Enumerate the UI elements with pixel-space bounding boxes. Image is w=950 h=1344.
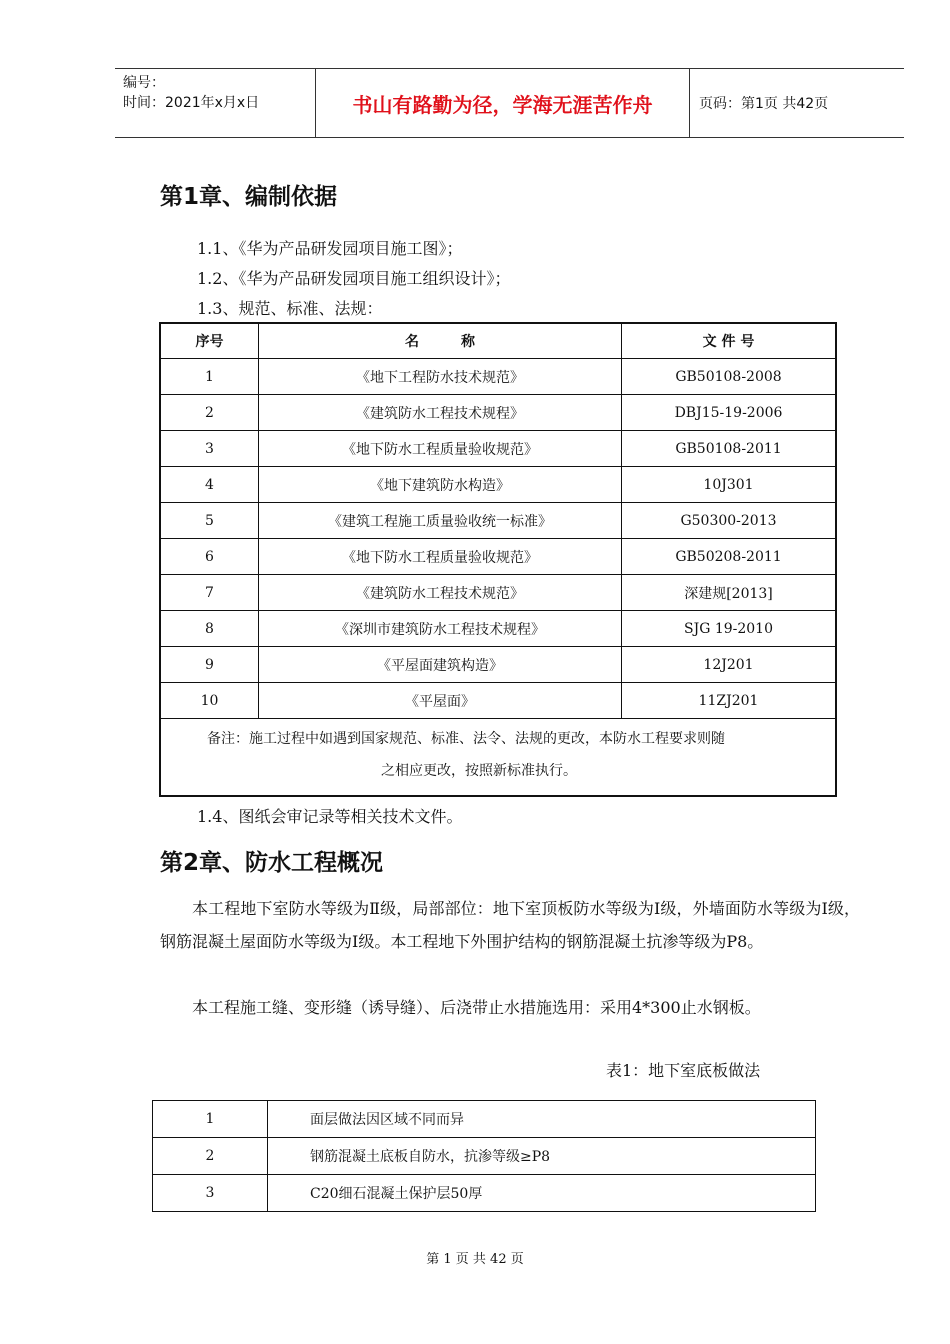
table-row xyxy=(153,1138,816,1175)
note-line-2: 之相应更改，按照新标准执行。 xyxy=(381,763,577,779)
cell-no: 7 xyxy=(160,575,259,611)
chapter1-item-4: 1.4、图纸会审记录等相关技术文件。 xyxy=(197,807,463,826)
cell-no: 8 xyxy=(160,611,259,647)
cell-docno: SJG 19-2010 xyxy=(622,611,837,647)
page-footer: 第 1 页 共 42 页 xyxy=(426,1252,524,1267)
header-meta xyxy=(115,69,315,137)
header-motto: 书山有路勤为径，学海无涯苦作舟 xyxy=(315,69,690,137)
cell-docno: GB50108-2011 xyxy=(622,431,837,467)
table-row xyxy=(160,683,836,719)
col-header-no: 序号 xyxy=(160,323,259,359)
chapter2-paragraph-1: 本工程地下室防水等级为Ⅱ级，局部部位：地下室顶板防水等级为Ⅰ级，外墙面防水等级为Ⅰ级，钢筋混凝土屋面防水等级为Ⅰ级。本工程地下外围护结构的钢筋混凝土抗渗等级为P8。 xyxy=(160,899,860,951)
header-page-label: 页码：第1页 共42页 xyxy=(699,96,829,112)
cell-name: 《地下防水工程质量验收规范》 xyxy=(259,539,622,575)
cell-no: 5 xyxy=(160,503,259,539)
cell-name: 《平屋面》 xyxy=(259,683,622,719)
cell-no: 4 xyxy=(160,467,259,503)
page-header xyxy=(115,68,904,138)
cell-no: 2 xyxy=(160,395,259,431)
cell-docno: GB50208-2011 xyxy=(622,539,837,575)
cell-docno: GB50108-2008 xyxy=(622,359,837,395)
cell-name: 《地下防水工程质量验收规范》 xyxy=(259,431,622,467)
basement-floor-table xyxy=(152,1100,816,1212)
cell-docno: 11ZJ201 xyxy=(622,683,837,719)
cell-docno: 深建规[2013] xyxy=(622,575,837,611)
chapter1-item-3: 1.3、规范、标准、法规： xyxy=(197,299,383,318)
cell-name: 《建筑防水工程技术规程》 xyxy=(259,395,622,431)
cell-docno: 10J301 xyxy=(622,467,837,503)
table-row xyxy=(153,1101,816,1138)
chapter1-title: 第1章、编制依据 xyxy=(160,184,338,210)
table-note xyxy=(160,719,836,797)
cell-name: 《建筑防水工程技术规范》 xyxy=(259,575,622,611)
table-row xyxy=(160,503,836,539)
note-line-1: 备注：施工过程中如遇到国家规范、标准、法令、法规的更改，本防水工程要求则随 xyxy=(207,731,725,747)
cell-no: 9 xyxy=(160,647,259,683)
cell-docno: 12J201 xyxy=(622,647,837,683)
cell-name: 《地下建筑防水构造》 xyxy=(259,467,622,503)
table-row xyxy=(160,431,836,467)
chapter2-title: 第2章、防水工程概况 xyxy=(160,850,384,876)
cell-no: 2 xyxy=(153,1138,268,1175)
cell-name: 《深圳市建筑防水工程技术规程》 xyxy=(259,611,622,647)
cell-name: 《地下工程防水技术规范》 xyxy=(259,359,622,395)
cell-docno: G50300-2013 xyxy=(622,503,837,539)
cell-no: 6 xyxy=(160,539,259,575)
col-header-name: 名 称 xyxy=(259,323,622,359)
cell-no: 10 xyxy=(160,683,259,719)
cell-no: 1 xyxy=(153,1101,268,1138)
cell-docno: DBJ15-19-2006 xyxy=(622,395,837,431)
cell-no: 3 xyxy=(153,1175,268,1212)
table-note-row xyxy=(160,719,836,797)
table-row xyxy=(160,467,836,503)
table-row xyxy=(160,539,836,575)
chapter2-paragraph-2: 本工程施工缝、变形缝（诱导缝）、后浇带止水措施选用：采用4*300止水钢板。 xyxy=(192,998,761,1017)
cell-desc: C20细石混凝土保护层50厚 xyxy=(268,1175,816,1212)
table-caption: 表1：地下室底板做法 xyxy=(606,1061,761,1080)
number-label: 编号： xyxy=(123,75,165,91)
time-label: 时间：2021年x月x日 xyxy=(123,95,260,111)
standards-table xyxy=(159,322,837,797)
table-row xyxy=(160,575,836,611)
chapter1-item-1: 1.1、《华为产品研发园项目施工图》； xyxy=(197,239,463,258)
chapter1-item-2: 1.2、《华为产品研发园项目施工组织设计》； xyxy=(197,269,511,288)
cell-desc: 钢筋混凝土底板自防水，抗渗等级≥P8 xyxy=(268,1138,816,1175)
cell-name: 《平屋面建筑构造》 xyxy=(259,647,622,683)
col-header-docno: 文 件 号 xyxy=(622,323,837,359)
table-header-row xyxy=(160,323,836,359)
table-row xyxy=(160,611,836,647)
table-row xyxy=(160,647,836,683)
cell-no: 1 xyxy=(160,359,259,395)
cell-desc: 面层做法因区域不同而异 xyxy=(268,1101,816,1138)
table-row xyxy=(153,1175,816,1212)
cell-name: 《建筑工程施工质量验收统一标准》 xyxy=(259,503,622,539)
table-row xyxy=(160,395,836,431)
table-row xyxy=(160,359,836,395)
cell-no: 3 xyxy=(160,431,259,467)
